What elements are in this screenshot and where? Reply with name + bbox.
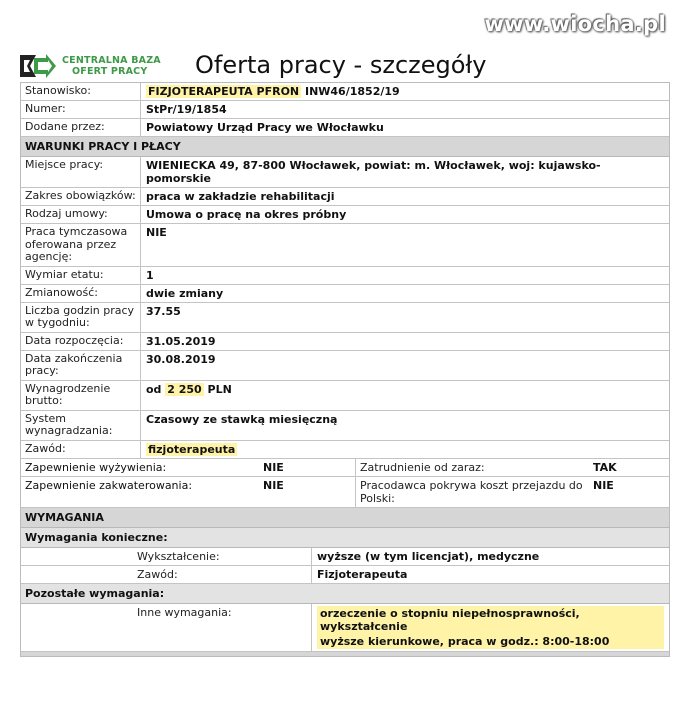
row-label: Numer: [21,101,141,118]
row-value: Czasowy ze stawką miesięczną [146,412,338,426]
row-dodane-przez [21,119,669,137]
section-header-requirements: WYMAGANIA [21,508,669,528]
row-wynagrodzenie [21,381,669,411]
row-label: Wymiar etatu: [21,267,141,284]
row-label: Zakres obowiązków: [21,188,141,205]
row-label: Zmianowość: [21,285,141,302]
row-value: 37.55 [146,304,181,318]
row-label: Stanowisko: [21,83,141,100]
row-value: StPr/19/1854 [146,103,227,116]
row-value [141,83,669,100]
row-value: 30.08.2019 [146,352,216,366]
row-value: dwie zmiany [146,286,224,300]
row-miejsce-pracy [21,157,669,188]
row-value [141,441,669,458]
benefit-value: NIE [259,477,356,507]
row-label: Praca tymczasowa oferowana przez agencję: [21,224,141,266]
row-praca-tymczasowa [21,224,669,267]
row-data-rozpoczecia [21,333,669,351]
row-zawod [21,441,669,459]
row-benefits-2 [21,477,669,508]
row-numer [21,101,669,119]
offer-table [20,82,670,657]
position-highlight: FIZJOTERAPEUTA PFRON [148,85,300,98]
logo-line-1: CENTRALNA BAZA [62,55,161,66]
row-value: WIENIECKA 49, 87-800 Włocławek, powiat: m. Włocławek, woj: kujawsko-pomorskie [146,159,601,185]
row-value: Fizjoterapeuta [317,567,408,581]
benefit-value: TAK [593,460,617,474]
row-wyksztalcenie [21,548,669,566]
row-label: Zawód: [21,566,312,583]
row-rodzaj-umowy [21,206,669,224]
benefit-label: Zapewnienie zakwaterowania: [25,478,193,492]
row-value: Umowa o pracę na okres próbny [146,208,347,221]
benefit-label: Zapewnienie wyżywienia: [25,460,167,474]
requirement-line-2: wyższe kierunkowe, praca w godz.: 8:00-18:00 [317,634,664,649]
logo-line-2: OFERT PRACY [72,66,148,77]
row-label: Data rozpoczęcia: [21,333,141,350]
row-liczba-godzin [21,303,669,333]
row-label: Zawód: [21,441,141,458]
row-zmianowosc [21,285,669,303]
row-value: NIE [146,226,167,239]
benefit-label: Zatrudnienie od zaraz: [360,460,485,474]
benefit-value: NIE [259,459,356,476]
row-label: Liczba godzin pracy w tygodniu: [21,303,141,332]
logo-arrows-icon [18,52,58,80]
row-value: Powiatowy Urząd Pracy we Włocławku [146,121,384,134]
row-label: Wynagrodzenie brutto: [21,381,141,410]
row-label: Data zakończenia pracy: [21,351,141,380]
section-header-conditions: WARUNKI PRACY I PŁACY [21,137,669,157]
row-label: Rodzaj umowy: [21,206,141,223]
subsection-required: Wymagania konieczne: [21,528,669,548]
row-value: praca w zakładzie rehabilitacji [146,190,335,203]
row-inne-wymagania [21,604,669,652]
row-value: 31.05.2019 [146,334,216,348]
page-title: Oferta pracy - szczegóły [195,51,487,79]
profession-highlight: fizjoterapeuta [148,442,236,456]
row-value [312,604,669,651]
row-label: Dodane przez: [21,119,141,136]
row-label: Miejsce pracy: [21,157,141,187]
logo [18,52,161,80]
row-label: Wykształcenie: [21,548,312,565]
salary-amount: 2 250 [167,382,202,396]
watermark: www.wiocha.pl [484,12,666,36]
row-label: Inne wymagania: [21,604,312,651]
benefit-value: NIE [593,478,614,492]
row-data-zakonczenia [21,351,669,381]
table-footer-bar [21,652,669,657]
row-value [141,381,669,410]
row-stanowisko [21,83,669,101]
row-label: System wynagradzania: [21,411,141,440]
requirement-line-1: orzeczenie o stopniu niepełnosprawności, wykształcenie [317,606,664,634]
row-zawod-wymagany [21,566,669,584]
row-benefits-1 [21,459,669,477]
salary-currency: PLN [203,382,232,396]
row-wymiar-etatu [21,267,669,285]
row-system-wynagradzania [21,411,669,441]
benefit-label: Pracodawca pokrywa koszt przejazdu do Polski: [360,478,583,505]
row-value: wyższe (w tym licencjat), medyczne [317,549,540,563]
row-zakres [21,188,669,206]
position-code: INW46/1852/19 [301,85,400,98]
subsection-other: Pozostałe wymagania: [21,584,669,604]
salary-prefix: od [146,382,166,396]
row-value: 1 [146,268,154,282]
